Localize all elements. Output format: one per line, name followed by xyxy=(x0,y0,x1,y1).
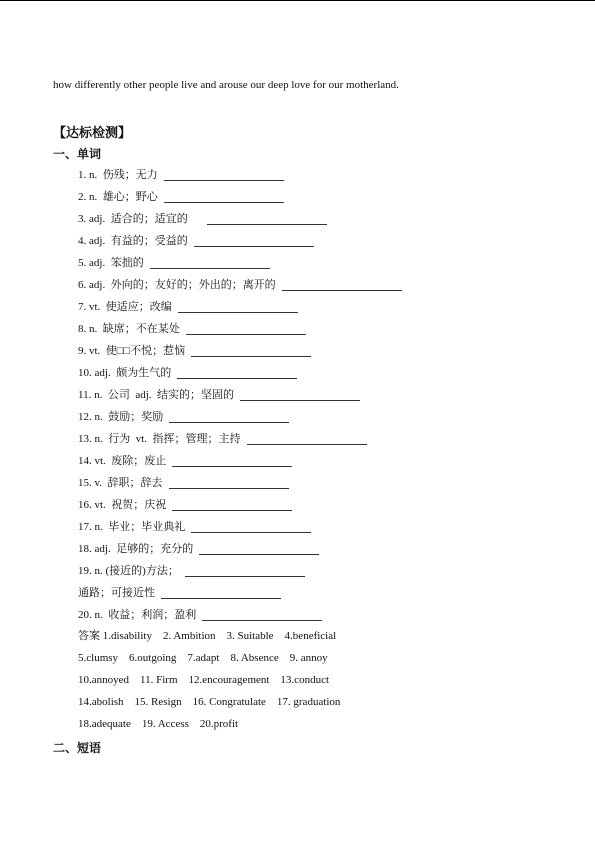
answer-line: 14.abolish 15. Resign 16. Congratulate 17. graduation xyxy=(78,696,341,708)
vocab-item-prompt: 19. n. (接近的)方法； xyxy=(78,565,179,577)
answer-blank[interactable] xyxy=(247,443,367,445)
vocab-item-prompt: 1. n. 伤残；无力 xyxy=(78,169,158,181)
vocab-item-prompt: 14. vt. 废除；废止 xyxy=(78,455,167,467)
vocab-item xyxy=(78,604,402,626)
answer-blank[interactable] xyxy=(194,245,314,247)
vocab-item xyxy=(78,274,402,296)
vocab-item-prompt: 20. n. 收益；利润；盈利 xyxy=(78,609,197,621)
answer-line: 5.clumsy 6.outgoing 7.adapt 8. Absence 9. annoy xyxy=(78,652,328,664)
vocab-item xyxy=(78,538,402,560)
answer-blank[interactable] xyxy=(169,421,289,423)
answer-line: 答案 1.disability 2. Ambition 3. Suitable 4.beneficial xyxy=(78,630,337,642)
answer-blank[interactable] xyxy=(282,289,402,291)
vocab-item xyxy=(78,186,402,208)
answer-blank[interactable] xyxy=(172,465,292,467)
vocab-item xyxy=(78,582,402,604)
vocab-item xyxy=(78,516,402,538)
vocab-item-prompt: 16. vt. 祝贺；庆祝 xyxy=(78,499,167,511)
vocab-item-prompt: 13. n. 行为 vt. 指挥；管理；主持 xyxy=(78,433,241,445)
vocab-item xyxy=(78,560,402,582)
answer-blank[interactable] xyxy=(177,377,297,379)
answer-key xyxy=(78,625,340,735)
vocab-item xyxy=(78,384,402,406)
vocab-item xyxy=(78,362,402,384)
vocab-item xyxy=(78,164,402,186)
vocab-item-prompt: 7. vt. 使适应；改编 xyxy=(78,301,172,313)
subsection-phrases-heading: 二、短语 xyxy=(53,741,102,755)
answer-blank[interactable] xyxy=(169,487,289,489)
vocab-item-prompt: 5. adj. 笨拙的 xyxy=(78,257,144,269)
answer-blank[interactable] xyxy=(172,509,292,511)
vocab-item xyxy=(78,494,402,516)
vocab-item xyxy=(78,208,402,230)
answer-blank[interactable] xyxy=(199,553,319,555)
answer-blank[interactable] xyxy=(240,399,360,401)
vocab-item-prompt: 3. adj. 适合的；适宜的 xyxy=(78,213,202,225)
answer-blank[interactable] xyxy=(150,267,270,269)
answer-blank[interactable] xyxy=(186,333,306,335)
vocab-item-prompt: 15. v. 辞职；辞去 xyxy=(78,477,163,489)
answer-blank[interactable] xyxy=(161,597,281,599)
vocab-item xyxy=(78,318,402,340)
answer-line: 10.annoyed 11. Firm 12.encouragement 13.conduct xyxy=(78,674,330,686)
vocab-item xyxy=(78,406,402,428)
vocab-item xyxy=(78,472,402,494)
vocab-item xyxy=(78,230,402,252)
vocab-item xyxy=(78,296,402,318)
vocab-item-prompt: 11. n. 公司 adj. 结实的；坚固的 xyxy=(78,389,235,401)
answer-blank[interactable] xyxy=(202,619,322,621)
vocab-item-prompt: 10. adj. 颇为生气的 xyxy=(78,367,172,379)
vocab-item xyxy=(78,428,402,450)
answer-blank[interactable] xyxy=(178,311,298,313)
vocab-item-prompt: 18. adj. 足够的；充分的 xyxy=(78,543,194,555)
vocab-item-prompt: 6. adj. 外向的；友好的；外出的；离开的 xyxy=(78,279,276,291)
vocab-item-prompt: 4. adj. 有益的；受益的 xyxy=(78,235,188,247)
vocab-item-prompt: 8. n. 缺席；不在某处 xyxy=(78,323,180,335)
vocab-item-prompt: 9. vt. 使□□不悦；惹恼 xyxy=(78,345,186,357)
vocab-item-prompt: 2. n. 雄心；野心 xyxy=(78,191,158,203)
section-title: 【达标检测】 xyxy=(53,126,132,141)
vocab-item-prompt: 17. n. 毕业；毕业典礼 xyxy=(78,521,186,533)
top-border-line xyxy=(0,0,595,1)
intro-sentence: how differently other people live and arouse our deep love for our motherland. xyxy=(53,79,399,91)
answer-blank[interactable] xyxy=(164,201,284,203)
subsection-vocabulary-heading: 一、单词 xyxy=(53,147,102,161)
answer-line: 18.adequate 19. Access 20.profit xyxy=(78,718,239,730)
answer-blank[interactable] xyxy=(207,223,327,225)
vocab-item xyxy=(78,340,402,362)
vocab-item xyxy=(78,252,402,274)
vocab-item-prompt: 12. n. 鼓励；奖励 xyxy=(78,411,164,423)
answer-blank[interactable] xyxy=(185,575,305,577)
answer-blank[interactable] xyxy=(191,355,311,357)
answer-blank[interactable] xyxy=(164,179,284,181)
vocabulary-list xyxy=(78,164,402,626)
answer-blank[interactable] xyxy=(191,531,311,533)
vocab-item xyxy=(78,450,402,472)
vocab-item-prompt: 通路；可接近性 xyxy=(78,587,155,599)
